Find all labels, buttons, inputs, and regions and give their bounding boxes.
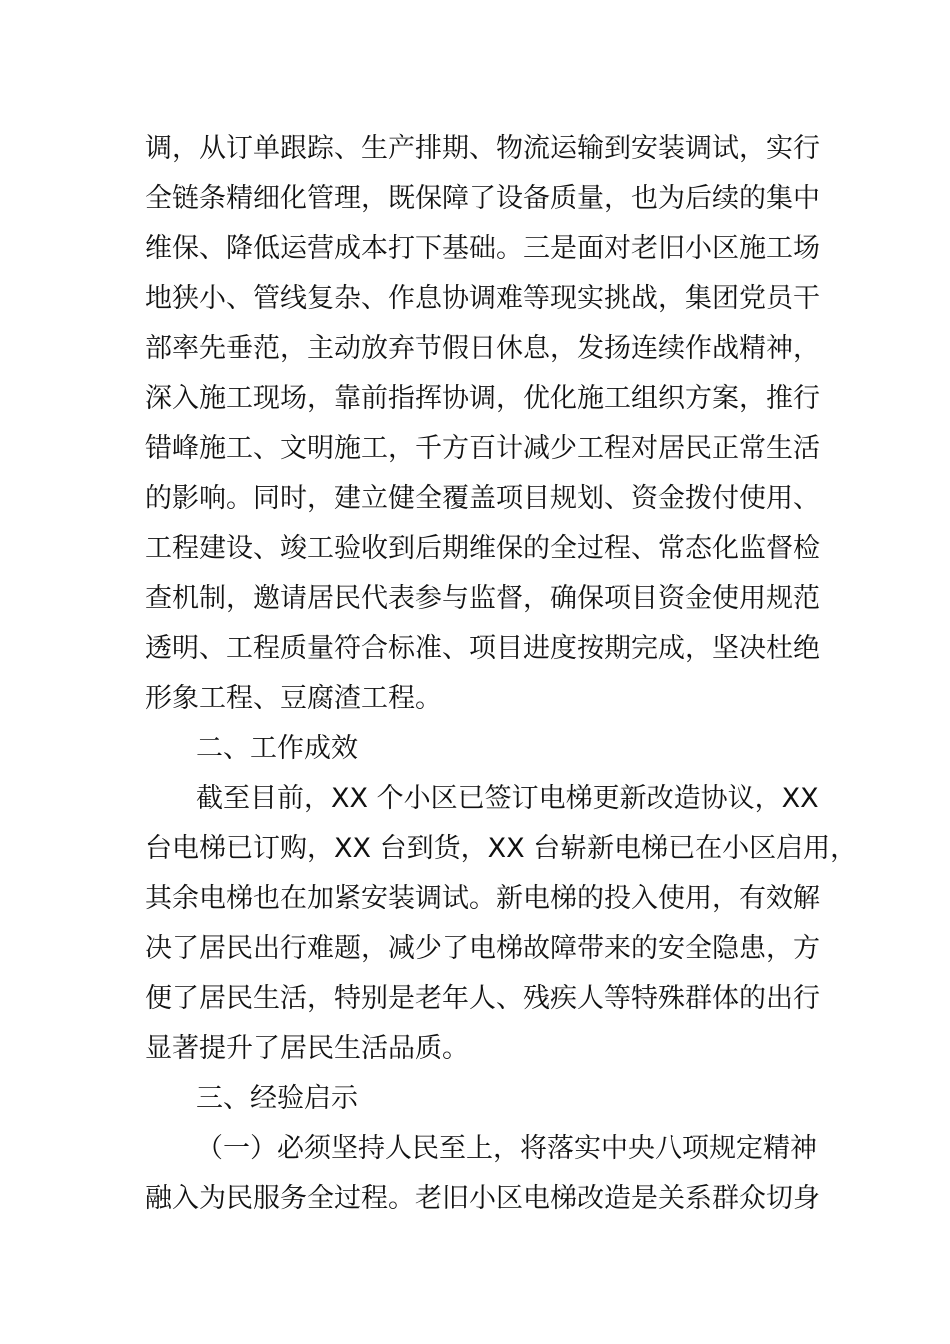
body-line: 工程建设、竣工验收到后期维保的全过程、常态化监督检 [145, 533, 820, 564]
body-line: 形象工程、豆腐渣工程。 [145, 683, 442, 714]
body-line: 全链条精细化管理，既保障了设备质量，也为后续的集中 [145, 183, 820, 214]
body-line: 决了居民出行难题，减少了电梯故障带来的安全隐患，方 [145, 933, 820, 964]
body-line: 地狭小、管线复杂、作息协调难等现实挑战，集团党员干 [145, 283, 820, 314]
body-line: 台电梯已订购，XX 台到货，XX 台崭新电梯已在小区启用， [145, 833, 858, 864]
body-line: 的影响。同时，建立健全覆盖项目规划、资金拨付使用、 [145, 483, 820, 514]
body-line: 其余电梯也在加紧安装调试。新电梯的投入使用，有效解 [145, 883, 820, 914]
body-line: 显著提升了居民生活品质。 [145, 1033, 469, 1064]
body-line: 部率先垂范，主动放弃节假日休息，发扬连续作战精神， [145, 333, 820, 364]
body-line: 维保、降低运营成本打下基础。三是面对老旧小区施工场 [145, 233, 820, 264]
subsection-heading: （一）必须坚持人民至上，将落实中央八项规定精神 [196, 1133, 817, 1164]
body-line: 错峰施工、文明施工，千方百计减少工程对居民正常生活 [145, 433, 820, 464]
body-line: 融入为民服务全过程。老旧小区电梯改造是关系群众切身 [145, 1183, 820, 1214]
body-line: 深入施工现场，靠前指挥协调，优化施工组织方案，推行 [145, 383, 820, 414]
section-heading: 二、工作成效 [196, 733, 358, 764]
body-line: 透明、工程质量符合标准、项目进度按期完成，坚决杜绝 [145, 633, 820, 664]
body-line: 查机制，邀请居民代表参与监督，确保项目资金使用规范 [145, 583, 820, 614]
body-line: 调，从订单跟踪、生产排期、物流运输到安装调试，实行 [145, 133, 820, 164]
section-heading: 三、经验启示 [196, 1083, 358, 1114]
body-line: 便了居民生活，特别是老年人、残疾人等特殊群体的出行 [145, 983, 820, 1014]
body-line: 截至目前，XX 个小区已签订电梯更新改造协议，XX [196, 783, 819, 814]
